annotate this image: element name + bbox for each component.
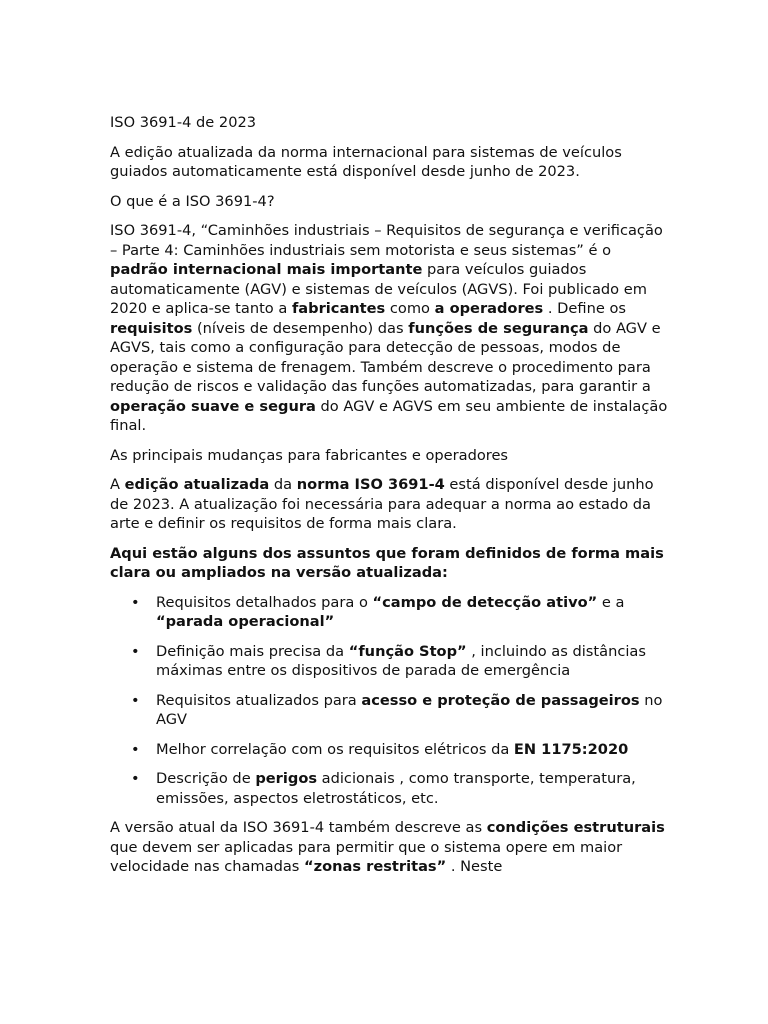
bold-run: padrão internacional mais importante: [110, 261, 423, 278]
text-run: Melhor correlação com os requisitos elétricos da: [156, 740, 514, 758]
text-run: que devem ser aplicadas para permitir que o sistema opere em maior velocidade nas chamadas: [110, 838, 623, 875]
text-run: . Neste: [446, 858, 503, 875]
text-run: Descrição de: [156, 770, 256, 787]
text-run: da: [269, 476, 297, 493]
bold-run: operação suave e segura: [110, 397, 316, 415]
bold-run: condições estruturais: [486, 819, 665, 836]
text-run: como: [385, 300, 435, 317]
update-paragraph: [110, 475, 670, 534]
bold-run: norma ISO 3691-4: [296, 476, 445, 493]
bold-run: “parada operacional”: [156, 613, 335, 630]
text-run: Definição mais precisa da: [156, 642, 349, 660]
section-heading-changes: As principais mudanças para fabricantes e operadores: [110, 446, 509, 464]
list-item: [156, 769, 670, 808]
text-run: no AGV: [156, 691, 663, 728]
structural-paragraph: [110, 818, 670, 877]
text-run: do AGV e AGVS em seu ambiente de instalação final.: [110, 397, 668, 434]
bold-run: a operadores: [434, 300, 544, 317]
text-run: adicionais , como transporte, temperatura, emissões, aspectos eletrostáticos, etc.: [156, 770, 636, 807]
section-heading-what-is: O que é a ISO 3691-4?: [110, 192, 275, 210]
bold-run: perigos: [255, 770, 318, 787]
changes-list: [110, 593, 670, 809]
bold-run: funções de segurança: [408, 319, 589, 337]
text-run: ISO 3691-4, “Caminhões industriais – Requisitos de segurança e verificação – Parte 4: Caminhões industriais sem motorista e seus sistemas” é o: [110, 222, 663, 259]
text-run: Requisitos atualizados para: [156, 691, 362, 709]
text-run: e a: [597, 593, 625, 611]
list-item: [156, 593, 670, 632]
list-item: [156, 740, 670, 760]
bold-run: acesso e proteção de passageiros: [361, 691, 640, 709]
definition-paragraph: [110, 221, 670, 436]
list-item: [156, 642, 670, 681]
bold-run: Aqui estão alguns dos assuntos que foram definidos de forma mais clara ou ampliados na versão atualizada:: [110, 544, 664, 581]
text-run: Requisitos detalhados para o: [156, 593, 373, 611]
bold-run: “campo de detecção ativo”: [372, 593, 598, 611]
text-run: A: [110, 476, 125, 493]
text-run: para veículos guiados automaticamente (AGV) e sistemas de veículos (AGVS). Foi publicado em 2020 e aplica-se tanto a: [110, 261, 647, 317]
bold-intro-paragraph: [110, 544, 670, 583]
bold-run: requisitos: [110, 319, 193, 337]
bold-run: “zonas restritas”: [304, 858, 447, 875]
text-run: , incluindo as distâncias máximas entre os dispositivos de parada de emergência: [156, 642, 646, 679]
intro-paragraph: A edição atualizada da norma internacional para sistemas de veículos guiados automaticamente está disponível desde junho de 2023.: [110, 143, 622, 180]
list-item: [156, 691, 670, 730]
text-run: A versão atual da ISO 3691-4 também descreve as: [110, 819, 487, 836]
document-page: [110, 113, 670, 887]
bold-run: EN 1175:2020: [513, 740, 629, 758]
bold-run: “função Stop”: [348, 642, 467, 660]
bold-run: fabricantes: [291, 300, 386, 317]
text-run: está disponível desde junho de 2023. A atualização foi necessária para adequar a norma ao estado da arte e definir os requisitos de forma mais clara.: [110, 476, 654, 532]
document-title: ISO 3691-4 de 2023: [110, 114, 257, 131]
text-run: (níveis de desempenho) das: [192, 319, 409, 337]
text-run: . Define os: [543, 300, 626, 317]
bold-run: edição atualizada: [124, 476, 270, 493]
text-run: do AGV e AGVS, tais como a configuração para detecção de pessoas, modos de operação e sistema de frenagem. Também descreve o procedimento para redução de riscos e validação das funções automatizadas, para garantir a: [110, 319, 661, 395]
